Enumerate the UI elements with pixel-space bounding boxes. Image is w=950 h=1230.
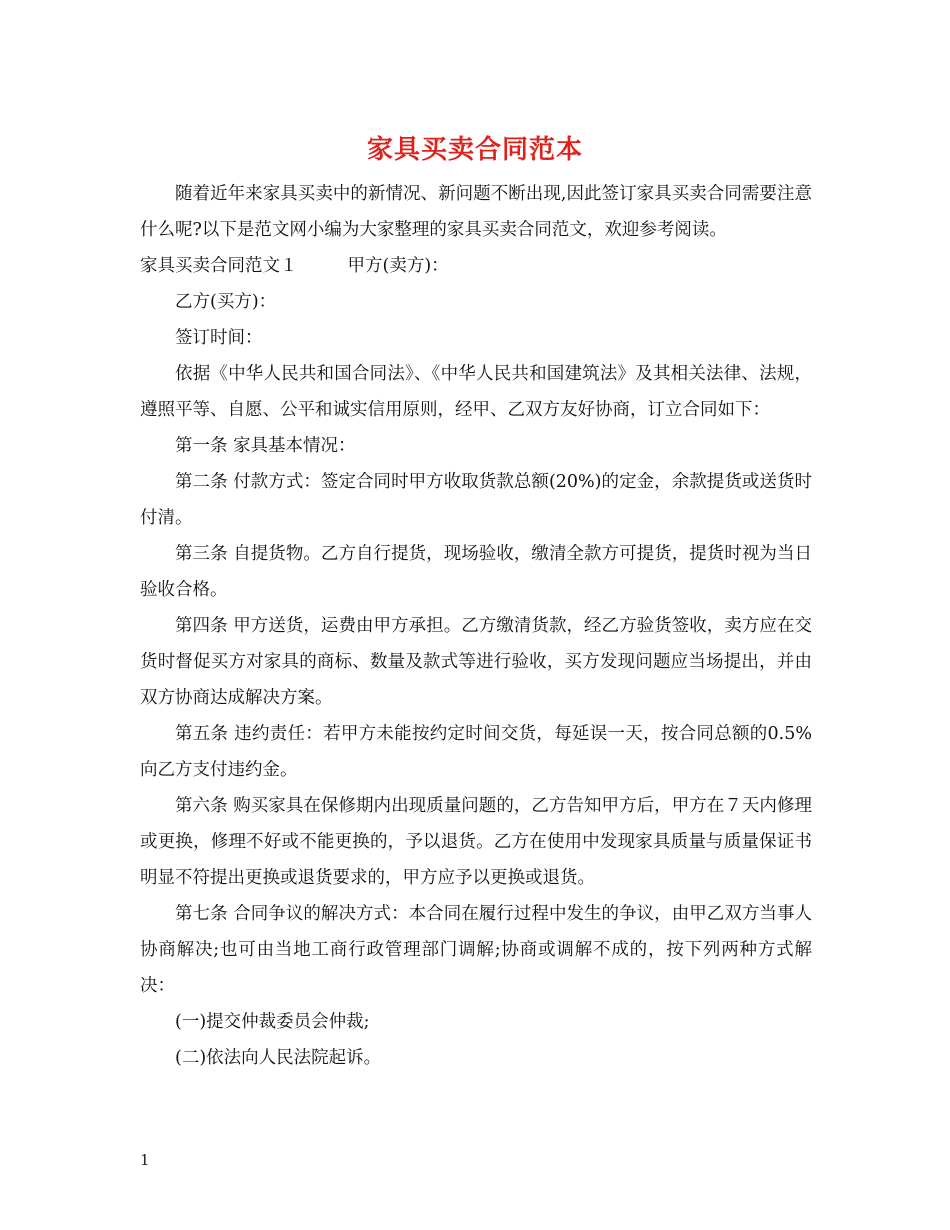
document-title: 家具买卖合同范本 <box>366 135 583 165</box>
option-1: (一)提交仲裁委员会仲裁; <box>175 1012 370 1032</box>
intro-text: 随着近年来家具买卖中的新情况、新问题不断出现,因此签订家具买卖合同需要注意什么呢?以下是范文网小编为大家整理的家具买卖合同范文，欢迎参考阅读。 <box>140 184 812 240</box>
article-4: 第四条 甲方送货，运费由甲方承担。乙方缴清货款，经乙方验货签收，卖方应在交货时督促买方对家具的商标、数量及款式等进行验收，买方发现问题应当场提出，并由双方协商达成解决方案。 <box>140 616 812 708</box>
article-5: 第五条 违约责任：若甲方未能按约定时间交货，每延误一天，按合同总额的0.5%向乙方支付违约金。 <box>140 724 812 780</box>
option-2: (二)依法向人民法院起诉。 <box>175 1048 382 1068</box>
article-7: 第七条 合同争议的解决方式：本合同在履行过程中发生的争议，由甲乙双方当事人协商解决;也可由当地工商行政管理部门调解;协商或调解不成的，按下列两种方式解决： <box>140 904 812 996</box>
document-body <box>140 170 812 1076</box>
sign-time-label: 签订时间： <box>175 328 263 348</box>
intro-paragraph <box>140 176 812 248</box>
article-3: 第三条 自提货物。乙方自行提货，现场验收，缴清全款方可提货，提货时视为当日验收合格。 <box>140 544 812 600</box>
sample-line <box>140 248 812 284</box>
article-2: 第二条 付款方式：签定合同时甲方收取货款总额(20%)的定金，余款提货或送货时付清。 <box>140 472 812 528</box>
page-number: 1 <box>140 1151 150 1169</box>
sample-label: 家具买卖合同范文１ <box>140 256 298 276</box>
party-b-label: 乙方(买方)： <box>175 292 277 312</box>
article-1: 第一条 家具基本情况： <box>175 436 356 456</box>
article-6: 第六条 购买家具在保修期内出现质量问题的，乙方告知甲方后，甲方在７天内修理或更换，修理不好或不能更换的，予以退货。乙方在使用中发现家具质量与质量保证书明显不符提出更换或退货要求的，甲方应予以更换或退货。 <box>140 796 812 888</box>
party-a-label: 甲方(卖方)： <box>347 256 449 276</box>
basis-paragraph: 依据《中华人民共和国合同法》、《中华人民共和国建筑法》及其相关法律、法规，遵照平等、自愿、公平和诚实信用原则，经甲、乙双方友好协商，订立合同如下： <box>140 364 812 420</box>
